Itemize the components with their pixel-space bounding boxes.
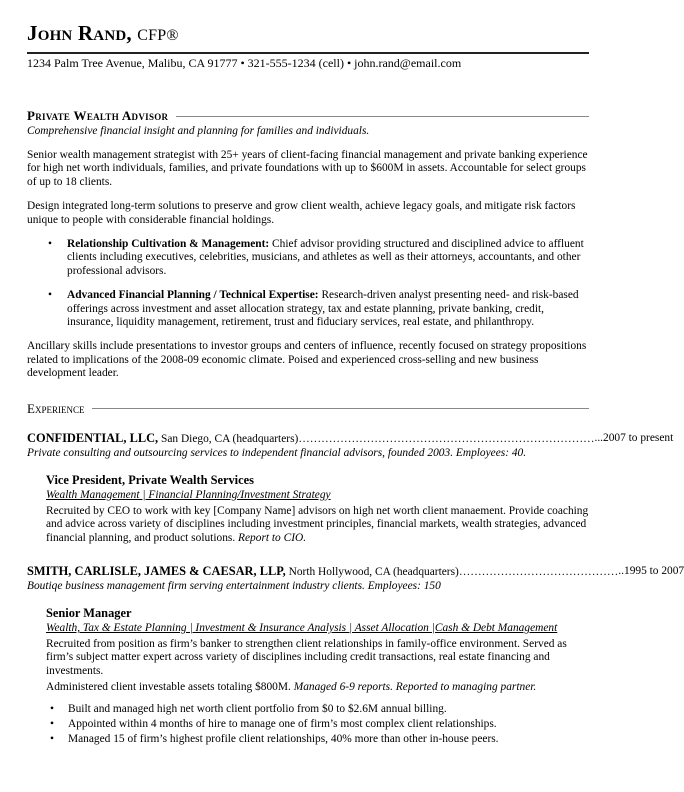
credential: CFP®	[137, 27, 179, 44]
bullet-icon: •	[50, 717, 54, 730]
job-dates: ..1995 to 2007	[618, 564, 684, 577]
dot-leader: ……………………………………………………………………	[298, 432, 595, 445]
resume-page	[27, 20, 684, 747]
role-areas: Wealth, Tax & Estate Planning | Investment & Insurance Analysis | Asset Allocation |Cash & Debt Management	[46, 621, 558, 634]
bullet-icon: •	[48, 289, 52, 302]
job-entry	[27, 430, 674, 545]
company-lead	[27, 564, 618, 579]
role-title: Senior Manager	[46, 605, 132, 620]
assets-note: Managed 6-9 reports. Reported to managing partner.	[293, 681, 537, 694]
summary-paragraph: Senior wealth management strategist with 25+ years of client-facing financial management and private banking experience for high net worth individuals, families, and private foundations with up to $600M in assets. Accountable for select groups of up to 18 clients.	[27, 149, 588, 188]
dot-leader: ……………………………………	[458, 565, 619, 578]
achievement-list	[46, 703, 589, 747]
bullet-text: Appointed within 4 months of hire to manage one of firm’s most complex client relationships.	[68, 717, 497, 730]
experience-heading	[27, 401, 589, 417]
summary-title: Private Wealth Advisor	[27, 108, 169, 123]
company-name: SMITH, CARLISLE, JAMES & CAESAR, LLP,	[27, 563, 286, 578]
job-dates: ...2007 to present	[594, 431, 674, 444]
role-description: Recruited from position as firm’s banker to strengthen client relationships in family-office environment. Served as firm’s subject matter expert across variety of disciplines including credit transactions, real estate financing and investments.	[46, 637, 567, 677]
company-name: CONFIDENTIAL, LLC,	[27, 430, 159, 445]
list-item	[46, 733, 589, 746]
summary-paragraph: Ancillary skills include presentations to investor groups and centers of influence, recently focused on strategy propositions related to implications of the 2008-09 economic climate. Poised and experienced cross-selling and new business development leader.	[27, 340, 587, 380]
company-line	[27, 563, 684, 579]
company-location: San Diego, CA (headquarters)	[161, 432, 299, 445]
summary-paragraph: Design integrated long-term solutions to preserve and grow client wealth, achieve legacy goals, and mitigate risk factors unique to people with considerable financial holdings.	[27, 200, 576, 226]
heading-rule	[92, 408, 589, 409]
candidate-name	[27, 20, 589, 49]
company-description: Private consulting and outsourcing services to independent financial advisors, founded 2003. Employees: 40.	[27, 446, 527, 459]
contact-line: 1234 Palm Tree Avenue, Malibu, CA 91777 • 321-555-1234 (cell) • john.rand@email.com	[27, 56, 462, 70]
header-rule	[27, 52, 589, 54]
assets-text: Administered client investable assets totaling $800M.	[46, 681, 291, 694]
list-item	[46, 703, 589, 716]
bullet-label: Relationship Cultivation & Management:	[67, 238, 270, 251]
summary-heading	[27, 108, 589, 124]
bullet-text: Chief advisor providing structured and disciplined advice to affluent clients including executives, celebrities, musicians, and athletes as well as their attorneys, accountants, and other professional advisors.	[67, 238, 584, 277]
bullet-label: Advanced Financial Planning / Technical Expertise:	[67, 289, 319, 302]
summary-bullets	[27, 238, 589, 329]
bullet-icon: •	[48, 238, 52, 251]
company-lead	[27, 431, 594, 446]
role-text: Recruited by CEO to work with key [Company Name] advisors on high net worth client manaement. Provide coaching and advice across variety of disciplines including investment principles, financial markets, wealth strategies, advanced financial planning, and product solutions.	[46, 504, 589, 544]
summary-tagline: Comprehensive financial insight and planning for families and individuals.	[27, 125, 370, 137]
list-item	[27, 238, 589, 278]
company-line	[27, 430, 674, 446]
role-areas: Wealth Management | Financial Planning/Investment Strategy	[46, 488, 331, 501]
name-text: John Rand,	[27, 21, 132, 45]
heading-rule	[176, 116, 589, 117]
bullet-text: Built and managed high net worth client portfolio from $0 to $2.6M annual billing.	[68, 702, 447, 715]
resume-header	[27, 20, 589, 71]
bullet-icon: •	[50, 733, 54, 746]
job-entry	[27, 563, 684, 747]
role-block	[46, 606, 589, 747]
bullet-text: Managed 15 of firm’s highest profile client relationships, 40% more than other in-house peers.	[68, 733, 499, 746]
bullet-icon: •	[50, 702, 54, 715]
role-description	[46, 505, 589, 545]
list-item	[27, 289, 589, 329]
experience-title: Experience	[27, 400, 85, 416]
role-note: Report to CIO.	[238, 531, 307, 544]
bullet-text: Research-driven analyst presenting need- and risk-based offerings across investment and asset allocation strategy, tax and estate planning, private banking, credit, insurance, liquidity management, retirement, trust and fiduciary services, real estate, and philanthropy.	[67, 289, 579, 329]
company-description: Boutiqe business management firm serving entertainment industry clients. Employees: 150	[27, 579, 441, 592]
assets-line	[46, 681, 589, 694]
role-block	[46, 473, 589, 545]
role-title: Vice President, Private Wealth Services	[46, 472, 254, 487]
company-location: North Hollywood, CA (headquarters)	[288, 565, 459, 578]
list-item	[46, 718, 589, 731]
